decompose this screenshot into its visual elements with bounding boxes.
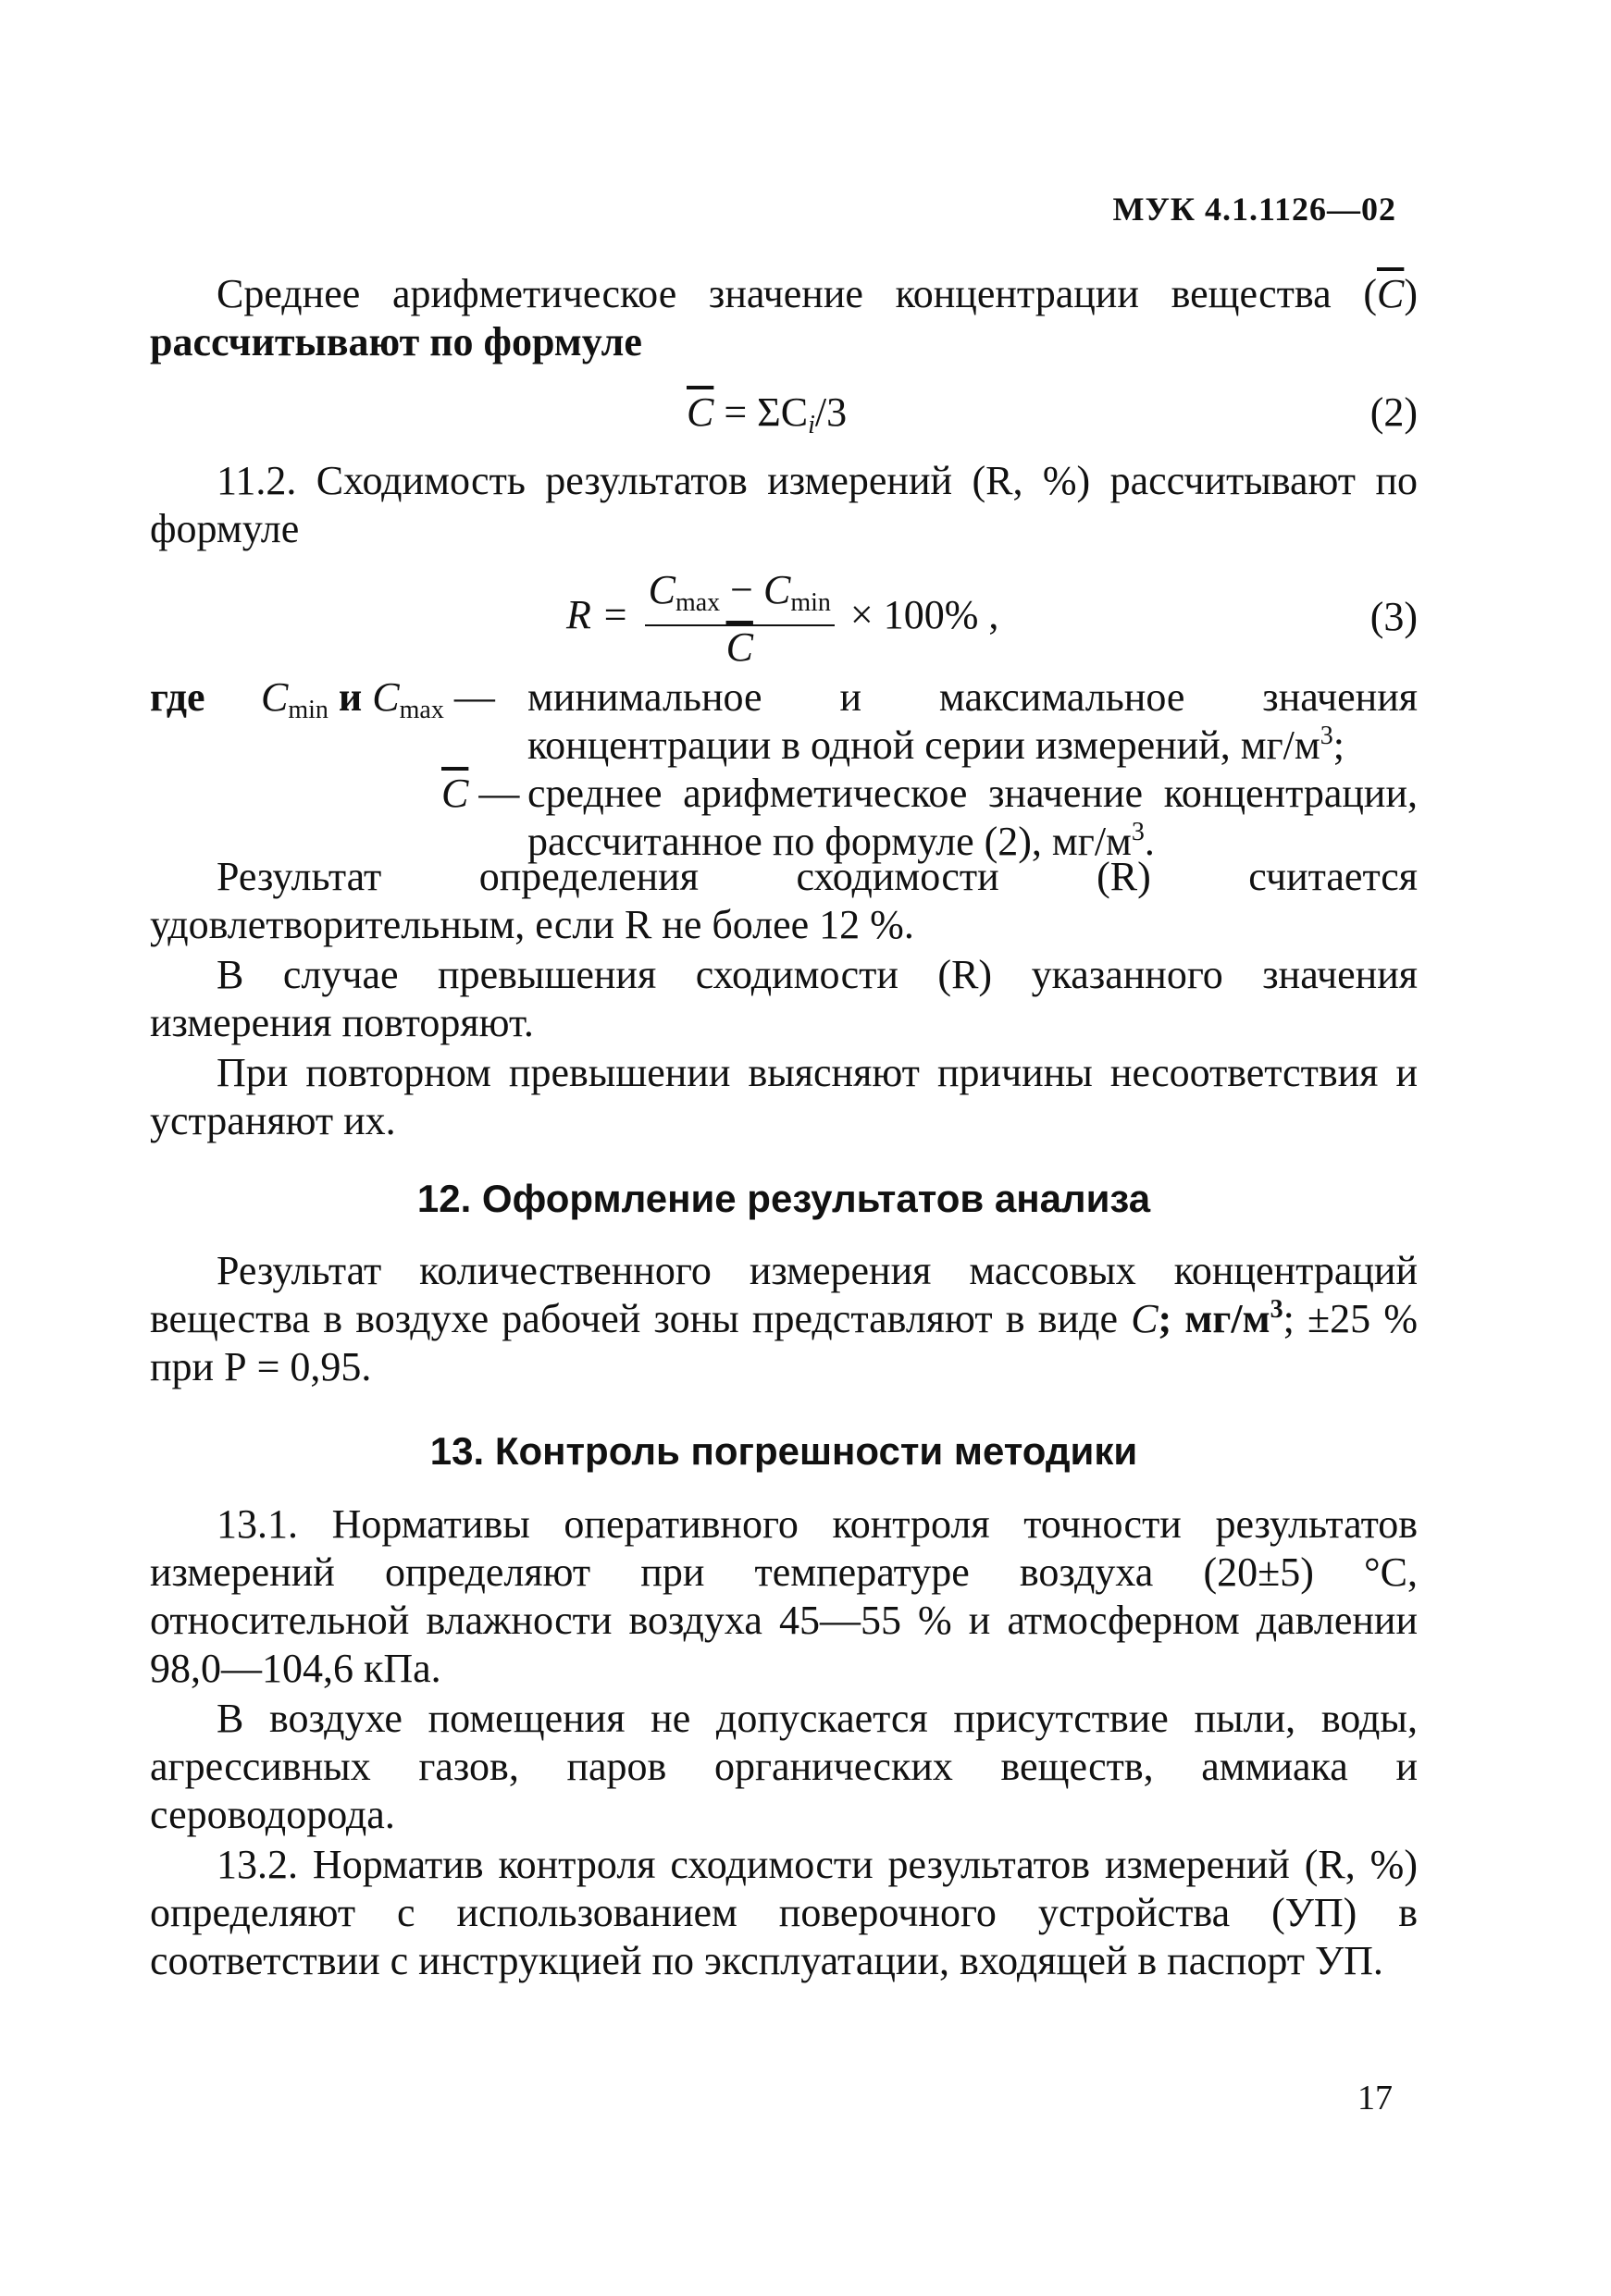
formula2-lhs: $\overline{C}$ <box>687 389 714 435</box>
formula3-lhs: R = <box>566 592 629 638</box>
mean-text-2: рассчитывают по формуле <box>150 319 642 364</box>
formula3-minus: − <box>720 567 763 612</box>
formula3-fraction <box>645 569 835 669</box>
section-12-text-a: Результат количественного измерения массовых концентраций вещества в воздухе рабочей зоны представляют в виде <box>150 1248 1418 1341</box>
formula2-rhs-a: = ΣC <box>713 389 809 435</box>
section-12-body <box>150 1247 1418 1391</box>
formula3-number: (3) <box>1369 594 1418 639</box>
formula3-cmax-sub: max <box>675 588 721 617</box>
definition-2 <box>527 770 1418 866</box>
definition-1-text: минимальное и максимальное значения концентрации в одной серии измерений, мг/м <box>527 674 1418 768</box>
formula3-rhs: × 100% , <box>849 592 999 638</box>
cmin-cmax-symbols <box>261 673 495 734</box>
definition-2-end: . <box>1144 819 1155 864</box>
paragraph-convergence: Результат определения сходимости (R) считается удовлетворительным, если R не более 12 %. <box>150 854 1418 947</box>
where-label: где <box>150 674 205 720</box>
formula3-cmin-sub: min <box>790 588 831 617</box>
section-12-title: 12. Оформление результатов анализа <box>416 1177 1151 1220</box>
cmax-symbol: C <box>372 674 400 720</box>
formula3-cmin: C <box>762 567 791 612</box>
page-number: 17 <box>1357 2079 1393 2117</box>
section-13-p1: 13.1. Нормативы оперативного контроля точности результатов измерений определяют при температуре воздуха (20±5) °С, относительной влажности воздуха 45—55 % и атмосферном давлении 98,0—104,6 кПа. <box>150 1501 1418 1691</box>
and-word: и <box>328 674 373 720</box>
cmin-sub: min <box>288 696 328 724</box>
paragraph-repeat: При повторном превышении выясняют причины несоответствия и устраняют их. <box>150 1050 1418 1143</box>
formula-3 <box>150 569 1418 671</box>
definition-2-text: среднее арифметическое значение концентрации, рассчитанное по формуле (2), мг/м <box>527 771 1418 864</box>
section-12-sup: 3 <box>1270 1295 1283 1324</box>
cmax-sub: max <box>399 696 444 724</box>
mean-paragraph <box>150 270 1418 366</box>
paragraph-11-2 <box>150 457 1418 553</box>
section-12-text-c: ; ±25 % при Р = 0,95. <box>150 1296 1418 1389</box>
mean-text-1: Среднее арифметическое значение концентрации вещества ( <box>217 271 1377 316</box>
section-13-title: 13. Контроль погрешности методики <box>429 1429 1138 1473</box>
section-12-c: C <box>1131 1296 1159 1341</box>
definition-1-sup: 3 <box>1320 722 1333 750</box>
c-bar-symbol: $\overline{C}$ <box>1376 271 1405 316</box>
mean-text-close: ) <box>1404 271 1418 316</box>
section-13-body <box>150 1500 1418 1985</box>
paragraph-11-2-text: 11.2. Сходимость результатов измерений (R, %) рассчитывают по формуле <box>150 458 1418 551</box>
paragraph-group <box>150 853 1418 1145</box>
cmin-symbol: C <box>261 674 289 720</box>
section-13-p3: 13.2. Норматив контроля сходимости результатов измерений (R, %) определяют с использованием поверочного устройства (УП) в соответствии с инструкцией по эксплуатации, входящей в паспорт УП. <box>150 1842 1418 1983</box>
definition-1-end: ; <box>1332 722 1345 768</box>
formula3-denominator: C <box>725 624 753 670</box>
cbar-symbol-def <box>441 770 519 818</box>
formula2-sub: i <box>808 411 815 439</box>
cbar-symbol: $\overline{C}$ <box>441 771 469 816</box>
dash-2: — <box>468 771 520 816</box>
section-13-p2: В воздухе помещения не допускается присутствие пыли, воды, агрессивных газов, паров органических веществ, аммиака и сероводорода. <box>150 1696 1418 1837</box>
definition-1 <box>527 673 1418 770</box>
formula3-cmax: C <box>648 567 675 612</box>
definition-2-sup: 3 <box>1131 818 1145 846</box>
definitions <box>150 673 1418 864</box>
formula2-rhs-b: /3 <box>814 389 848 435</box>
section-12-text-b: ; мг/м <box>1158 1296 1270 1341</box>
dash-1: — <box>443 674 495 720</box>
formula2-number: (2) <box>1369 389 1418 435</box>
formula-2 <box>150 389 1418 444</box>
document-code: МУК 4.1.1126—02 <box>1112 191 1396 228</box>
paragraph-exceed: В случае превышения сходимости (R) указанного значения измерения повторяют. <box>150 952 1418 1045</box>
